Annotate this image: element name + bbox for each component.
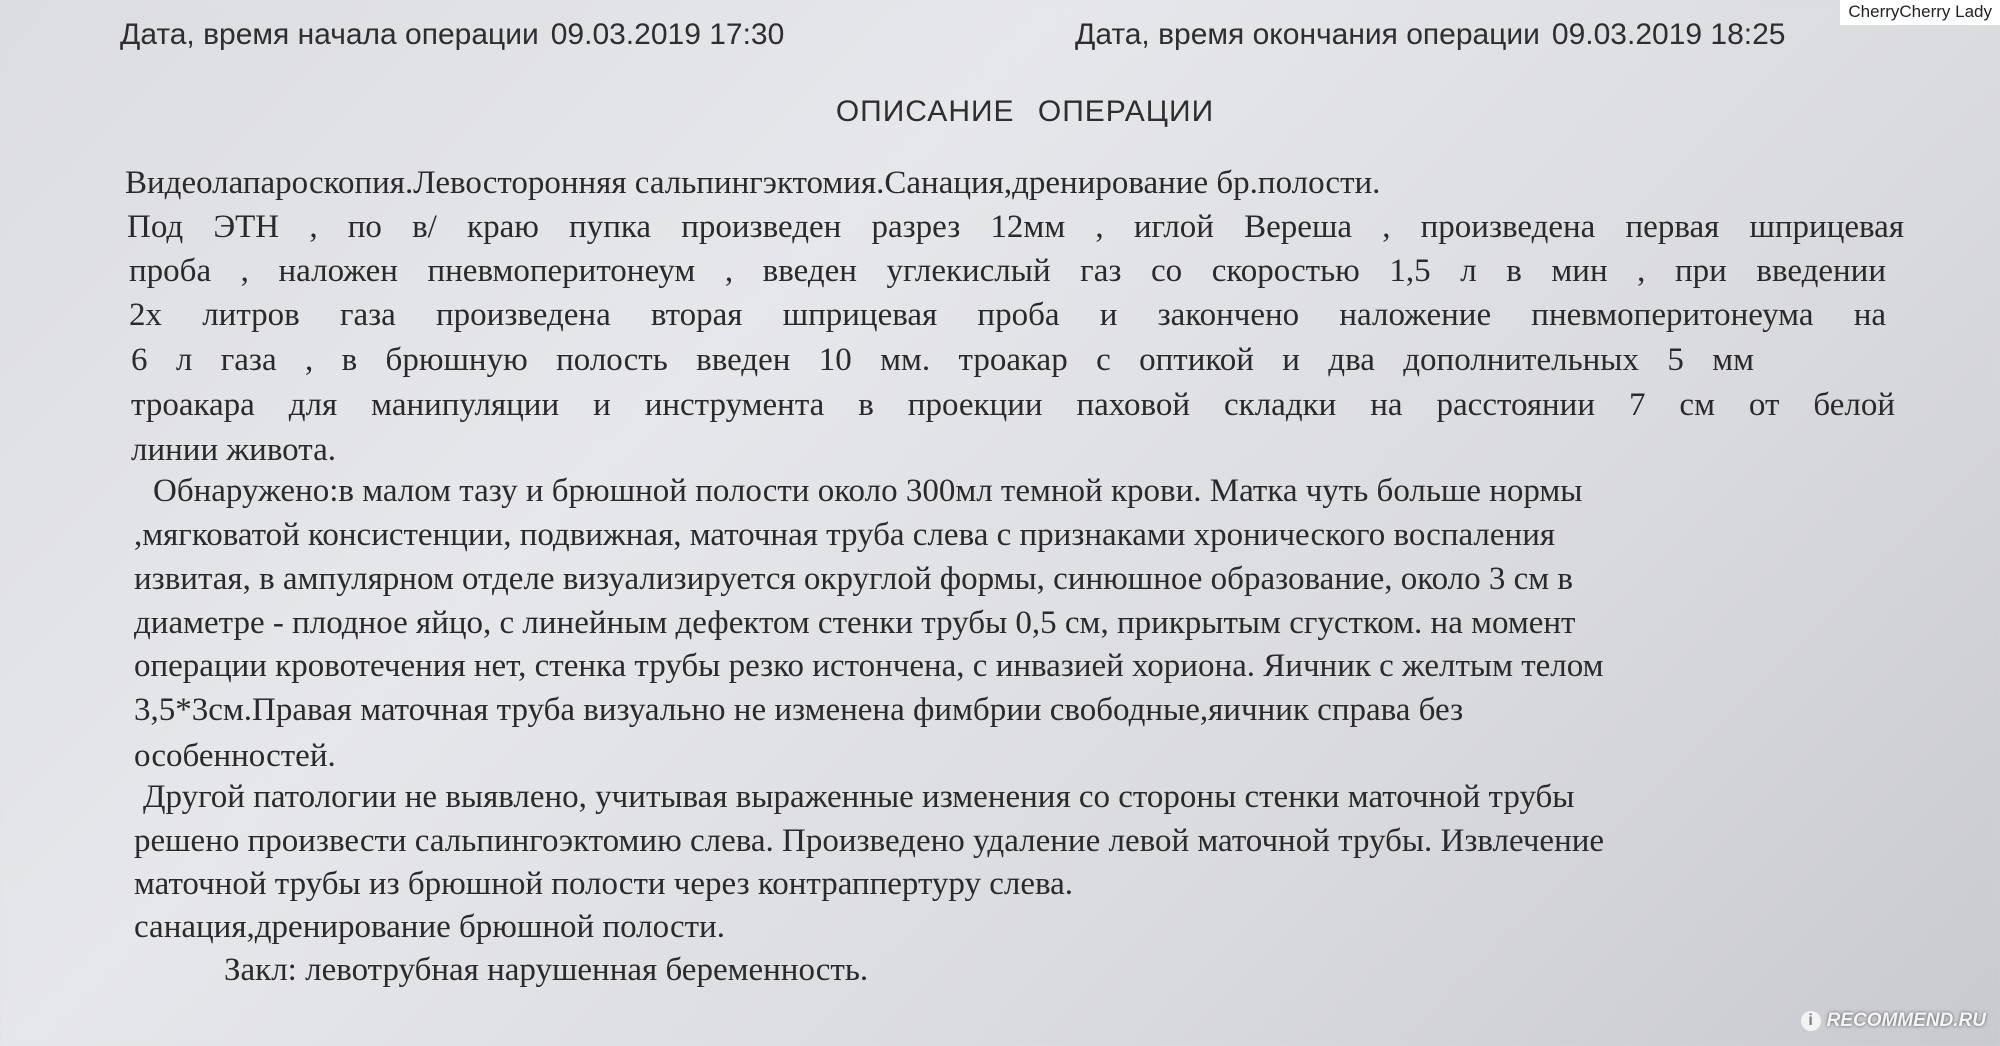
body-line: диаметре - плодное яйцо, с линейным дефектом стенки трубы 0,5 см, прикрытым сгустком. на момент <box>134 605 1576 641</box>
end-datetime-value: 09.03.2019 18:25 <box>1551 18 1786 51</box>
body-line: Закл: левотрубная нарушенная беременность. <box>224 952 869 988</box>
body-line: извитая, в ампулярном отделе визуализируется округлой формы, синюшное образование, около 3 см в <box>134 561 1573 597</box>
body-line: линии живота. <box>131 432 336 468</box>
body-line: 3,5*3см.Правая маточная труба визуально не изменена фимбрии свободные,яичник справа без <box>134 692 1464 728</box>
start-datetime <box>120 18 784 52</box>
end-datetime <box>1075 18 1785 52</box>
end-datetime-label: Дата, время окончания операции <box>1075 18 1540 51</box>
body-line: Под ЭТН , по в/ краю пупка произведен разрез 12мм , иглой Вереша , произведена первая шприцевая <box>127 209 1904 245</box>
body-line: маточной трубы из брюшной полости через контраппертуру слева. <box>134 866 1074 902</box>
body-line: решено произвести сальпингоэктомию слева. Произведено удаление левой маточной трубы. Извлечение <box>134 823 1605 859</box>
start-datetime-value: 09.03.2019 17:30 <box>550 18 785 51</box>
body-line: особенностей. <box>134 738 336 774</box>
body-line: 6 л газа , в брюшную полость введен 10 мм. троакар с оптикой и два дополнительных 5 мм <box>131 342 1754 378</box>
body-line: проба , наложен пневмоперитонеум , введен углекислый газ со скоростью 1,5 л в мин , при введении <box>129 253 1886 289</box>
body-line: Другой патологии не выявлено, учитывая выраженные изменения со стороны стенки маточной трубы <box>143 779 1575 815</box>
recommend-logo-icon: i <box>1801 1011 1821 1031</box>
body-line: 2х литров газа произведена вторая шприцевая проба и закончено наложение пневмоперитонеума на <box>129 297 1886 333</box>
site-watermark-text: RECOMMEND.RU <box>1826 1010 1986 1031</box>
author-watermark: CherryCherry Lady <box>1840 0 2000 25</box>
body-line: троакара для манипуляции и инструмента в проекции паховой складки на расстоянии 7 см от белой <box>131 387 1895 423</box>
body-line: ,мягковатой консистенции, подвижная, маточная труба слева с признаками хронического воспаления <box>134 517 1556 553</box>
body-line: Обнаружено:в малом тазу и брюшной полости около 300мл темной крови. Матка чуть больше нормы <box>153 473 1583 509</box>
body-line: операции кровотечения нет, стенка трубы резко истончена, с инвазией хориона. Яичник с желтым телом <box>134 648 1604 684</box>
body-line: Видеолапароскопия.Левосторонняя сальпингэктомия.Санация,дренирование бр.полости. <box>125 165 1381 201</box>
site-watermark <box>1801 1010 1986 1032</box>
start-datetime-label: Дата, время начала операции <box>120 18 539 51</box>
document-title: ОПИСАНИЕ ОПЕРАЦИИ <box>835 95 1215 128</box>
body-line: санация,дренирование брюшной полости. <box>134 909 725 945</box>
